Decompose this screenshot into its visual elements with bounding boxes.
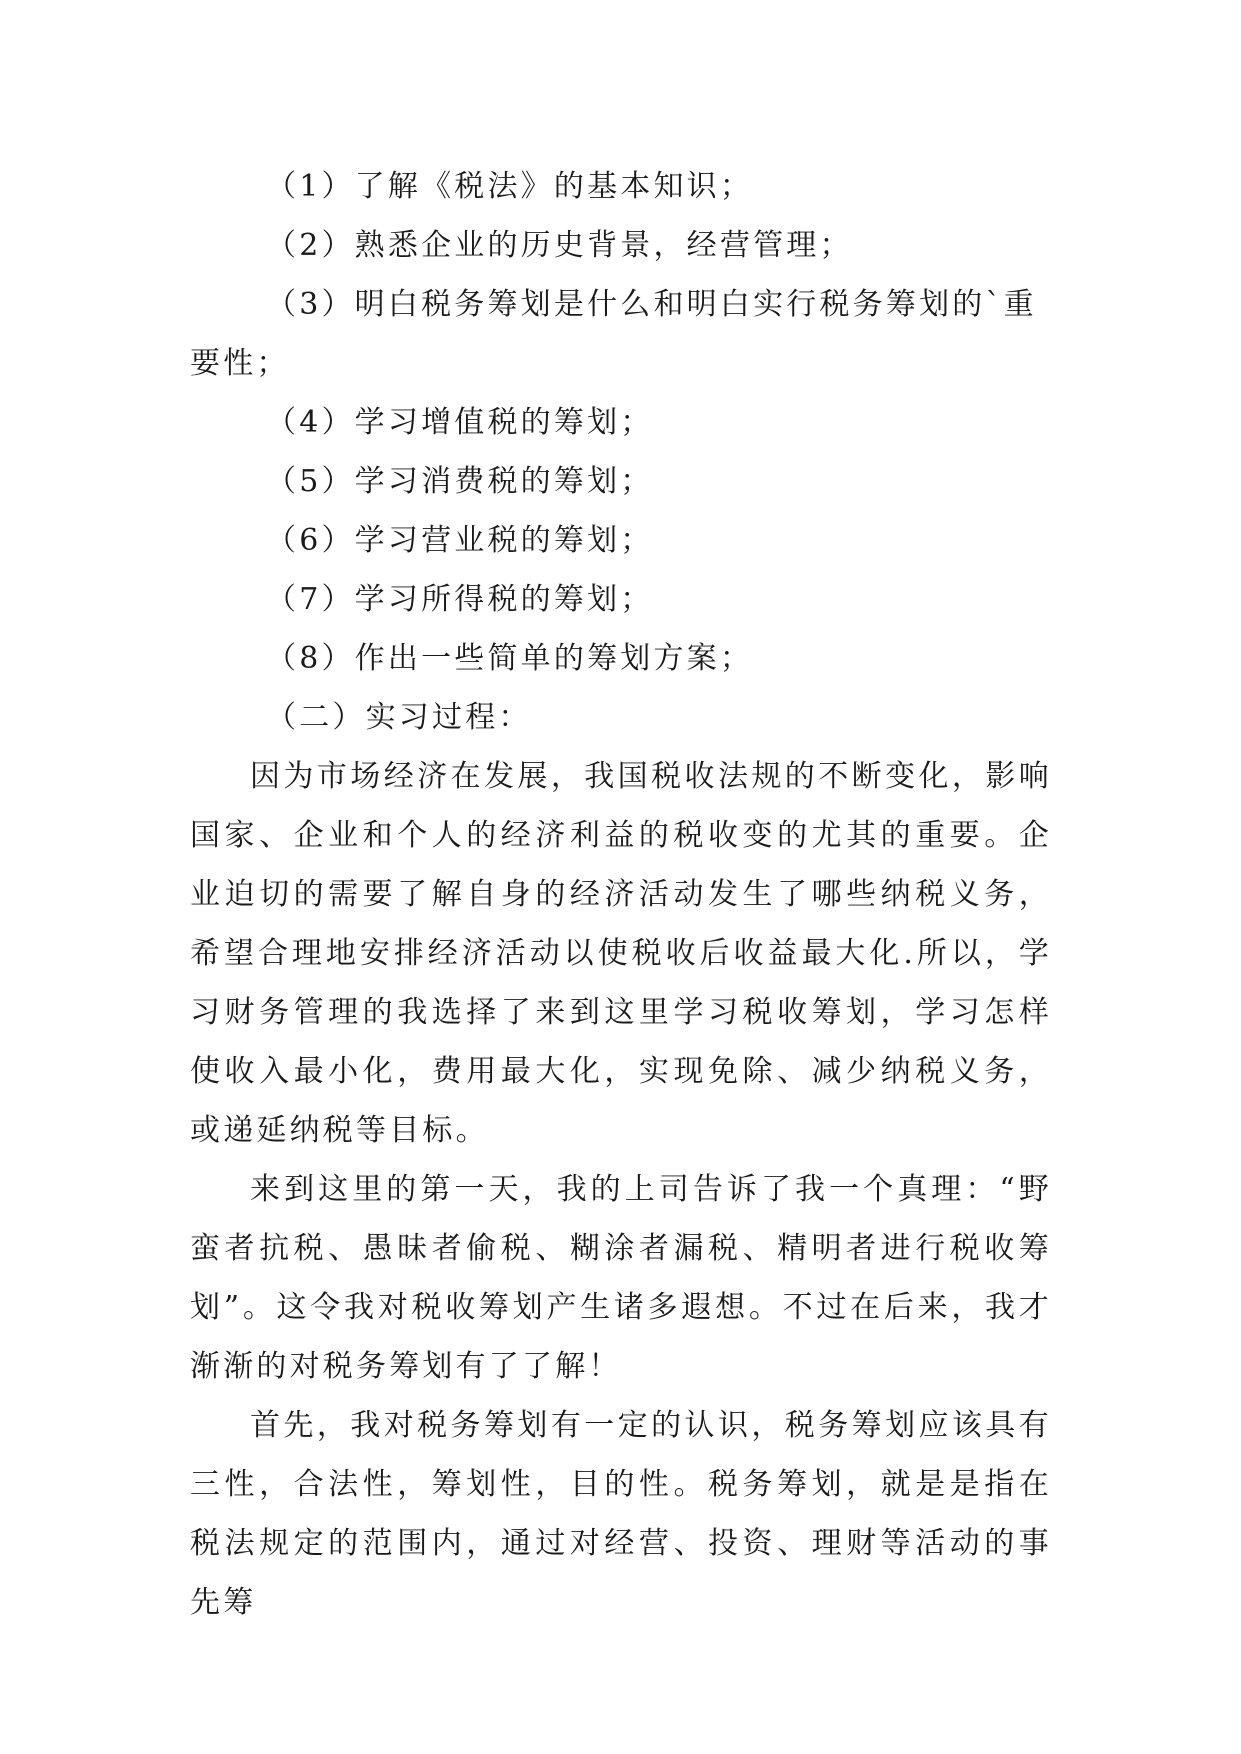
list-item-4: （4）学习增值税的筹划； [266, 405, 654, 440]
list-item-1: （1）了解《税法》的基本知识； [266, 169, 754, 204]
paragraph-2: 来到这里的第一天，我的上司告诉了我一个真理：“野蛮者抗税、愚昧者偷税、糊涂者漏税、精明者进行税收筹划”。这令我对税收筹划产生诸多遐想。不过在后来，我才渐渐的对税务筹划有了了解！ [190, 1172, 1052, 1384]
list-item-6: （6）学习营业税的筹划； [266, 523, 654, 558]
list-item-5: （5）学习消费税的筹划； [266, 464, 654, 499]
document-page [190, 157, 1052, 1632]
list-item-3: （3）明白税务筹划是什么和明白实行税务筹划的`重要性； [190, 287, 1037, 381]
paragraph-3: 首先，我对税务筹划有一定的认识，税务筹划应该具有三性，合法性，筹划性，目的性。税务筹划，就是是指在税法规定的范围内，通过对经营、投资、理财等活动的事先筹 [190, 1408, 1052, 1620]
paragraph-1: 因为市场经济在发展，我国税收法规的不断变化，影响国家、企业和个人的经济利益的税收变的尤其的重要。企业迫切的需要了解自身的经济活动发生了哪些纳税义务，希望合理地安排经济活动以使税收后收益最大化.所以，学习财务管理的我选择了来到这里学习税收筹划，学习怎样使收入最小化，费用最大化，实现免除、减少纳税义务，或递延纳税等目标。 [190, 759, 1052, 1148]
section-heading: （二）实习过程： [266, 700, 532, 735]
list-item-8: （8）作出一些简单的筹划方案； [266, 641, 754, 676]
list-item-7: （7）学习所得税的筹划； [266, 582, 654, 617]
list-item-2: （2）熟悉企业的历史背景，经营管理； [266, 228, 853, 263]
